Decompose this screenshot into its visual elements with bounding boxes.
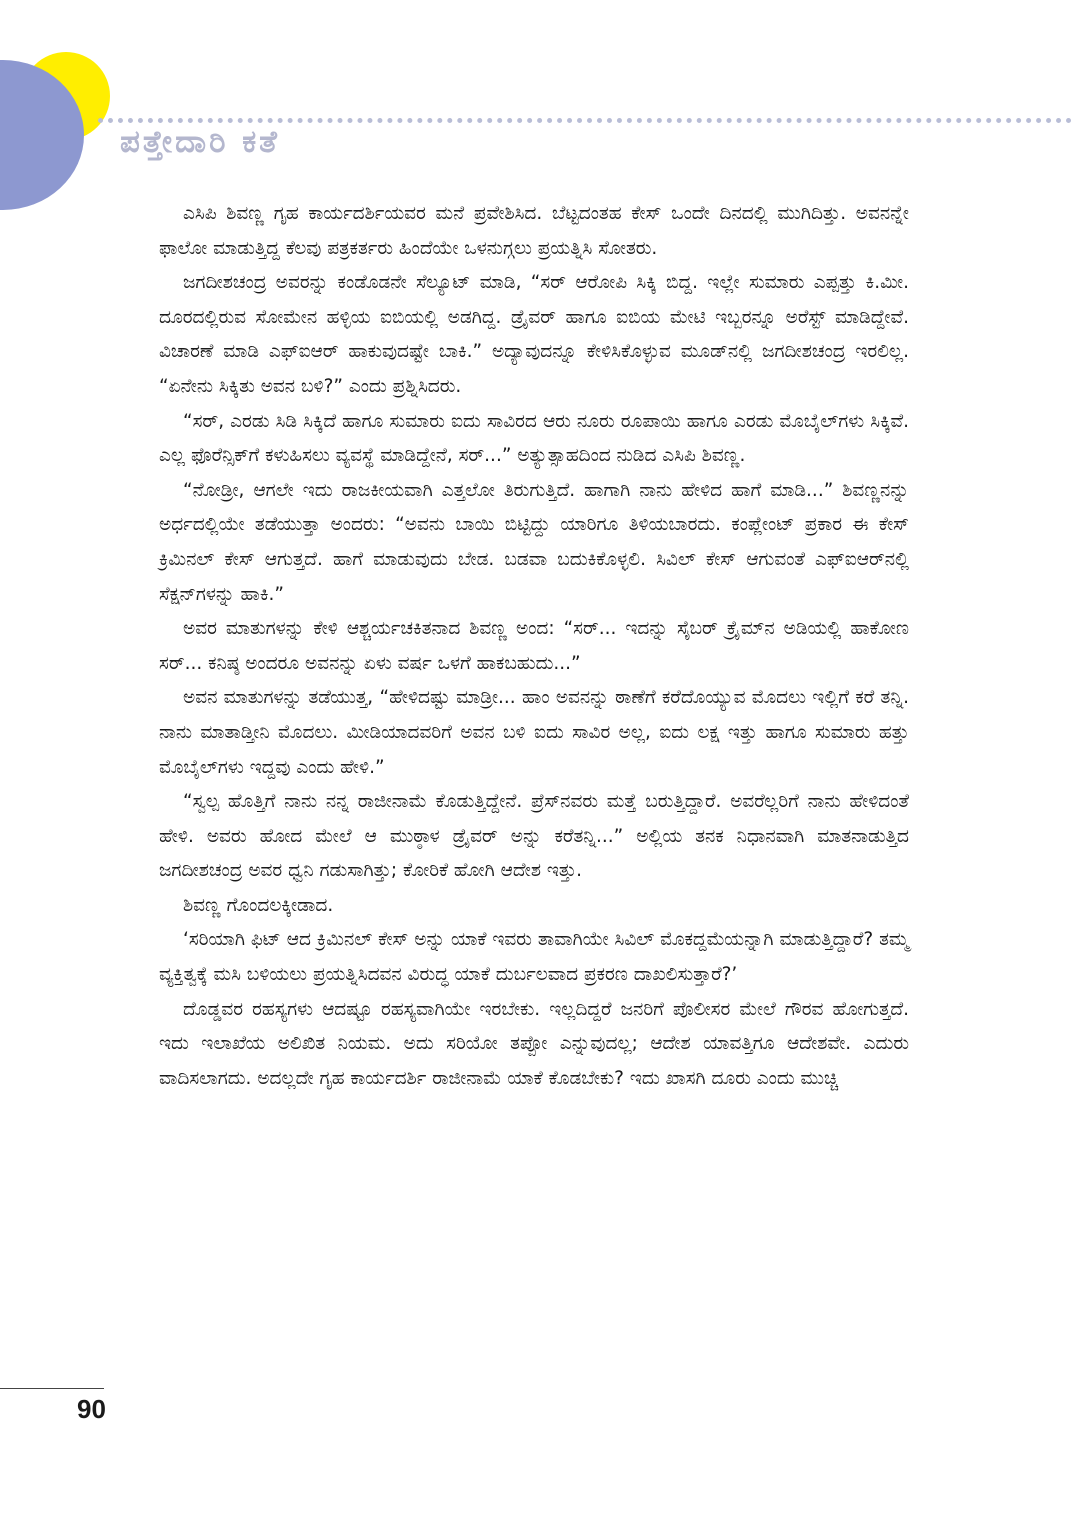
dotted-header-rule (98, 118, 1072, 123)
paragraph: ಎಸಿಪಿ ಶಿವಣ್ಣ ಗೃಹ ಕಾರ್ಯದರ್ಶಿಯವರ ಮನೆ ಪ್ರವೇಶಿಸಿದ. ಬೆಟ್ಟದಂತಹ ಕೇಸ್ ಒಂದೇ ದಿನದಲ್ಲಿ ಮುಗಿದಿತ್ತು. ಅವನನ್ನೇ ಫಾಲೋ ಮಾಡುತ್ತಿದ್ದ ಕೆಲವು ಪತ್ರಕರ್ತರು ಹಿಂದೆಯೇ ಒಳನುಗ್ಗಲು ಪ್ರಯತ್ನಿಸಿ ಸೋತರು. (159, 203, 909, 259)
paragraph: ದೊಡ್ಡವರ ರಹಸ್ಯಗಳು ಆದಷ್ಟೂ ರಹಸ್ಯವಾಗಿಯೇ ಇರಬೇಕು. ಇಲ್ಲದಿದ್ದರೆ ಜನರಿಗೆ ಪೊಲೀಸರ ಮೇಲೆ ಗೌರವ ಹೋಗುತ್ತದೆ. ಇದು ಇಲಾಖೆಯ ಅಲಿಖಿತ ನಿಯಮ. ಅದು ಸರಿಯೋ ತಪ್ಪೋ ಎನ್ನುವುದಲ್ಲ; ಆದೇಶ ಯಾವತ್ತಿಗೂ ಆದೇಶವೇ. ಎದುರು ವಾದಿಸಲಾಗದು. ಅದಲ್ಲದೇ ಗೃಹ ಕಾರ್ಯದರ್ಶಿ ರಾಜೀನಾಮೆ ಯಾಕೆ ಕೊಡಬೇಕು? ಇದು ಖಾಸಗಿ ದೂರು ಎಂದು ಮುಚ್ಚಿ (159, 998, 909, 1089)
paragraph: ಅವರ ಮಾತುಗಳನ್ನು ಕೇಳಿ ಆಶ್ಚರ್ಯಚಕಿತನಾದ ಶಿವಣ್ಣ ಅಂದ: “ಸರ್... ಇದನ್ನು ಸೈಬರ್ ಕ್ರೈಮ್‌ನ ಅಡಿಯಲ್ಲಿ ಹಾಕೋಣ ಸರ್... ಕನಿಷ್ಠ ಅಂದರೂ ಅವನನ್ನು ಏಳು ವರ್ಷ ಒಳಗೆ ಹಾಕಬಹುದು...” (159, 618, 909, 674)
paragraph: ಜಗದೀಶಚಂದ್ರ ಅವರನ್ನು ಕಂಡೊಡನೇ ಸೆಲ್ಯೂಟ್ ಮಾಡಿ, “ಸರ್ ಆರೋಪಿ ಸಿಕ್ಕಿ ಬಿದ್ದ. ಇಲ್ಲೇ ಸುಮಾರು ಎಪ್ಪತ್ತು ಕಿ.ಮೀ. ದೂರದಲ್ಲಿರುವ ಸೋಮೇನ ಹಳ್ಳಿಯ ಐಬಿಯಲ್ಲಿ ಅಡಗಿದ್ದ. ಡ್ರೈವರ್ ಹಾಗೂ ಐಬಿಯ ಮೇಟಿ ಇಬ್ಬರನ್ನೂ ಅರೆಸ್ಟ್ ಮಾಡಿದ್ದೇವೆ. ವಿಚಾರಣೆ ಮಾಡಿ ಎಫ್ಐಆರ್ ಹಾಕುವುದಷ್ಟೇ ಬಾಕಿ.” ಅದ್ಯಾವುದನ್ನೂ ಕೇಳಿಸಿಕೊಳ್ಳುವ ಮೂಡ್‌ನಲ್ಲಿ ಜಗದೀಶಚಂದ್ರ ಇರಲಿಲ್ಲ. “ಏನೇನು ಸಿಕ್ಕಿತು ಅವನ ಬಳಿ?” ಎಂದು ಪ್ರಶ್ನಿಸಿದರು. (159, 272, 909, 397)
paragraph: “ಸರ್, ಎರಡು ಸಿಡಿ ಸಿಕ್ಕಿದೆ ಹಾಗೂ ಸುಮಾರು ಐದು ಸಾವಿರದ ಆರು ನೂರು ರೂಪಾಯಿ ಹಾಗೂ ಎರಡು ಮೊಬೈಲ್‌ಗಳು ಸಿಕ್ಕಿವೆ. ಎಲ್ಲ ಫೊರೆನ್ಸಿಕ್‌ಗೆ ಕಳುಹಿಸಲು ವ್ಯವಸ್ಥೆ ಮಾಡಿದ್ದೇನೆ, ಸರ್...” ಅತ್ಯುತ್ಸಾಹದಿಂದ ನುಡಿದ ಎಸಿಪಿ ಶಿವಣ್ಣ. (159, 410, 909, 467)
paragraph: “ನೋಡ್ರೀ, ಆಗಲೇ ಇದು ರಾಜಕೀಯವಾಗಿ ಎತ್ತಲೋ ತಿರುಗುತ್ತಿದೆ. ಹಾಗಾಗಿ ನಾನು ಹೇಳಿದ ಹಾಗೆ ಮಾಡಿ...” ಶಿವಣ್ಣನನ್ನು ಅರ್ಧದಲ್ಲಿಯೇ ತಡೆಯುತ್ತಾ ಅಂದರು: “ಅವನು ಬಾಯಿ ಬಿಟ್ಟಿದ್ದು ಯಾರಿಗೂ ತಿಳಿಯಬಾರದು. ಕಂಪ್ಲೇಂಟ್ ಪ್ರಕಾರ ಈ ಕೇಸ್ ಕ್ರಿಮಿನಲ್ ಕೇಸ್ ಆಗುತ್ತದೆ. ಹಾಗೆ ಮಾಡುವುದು ಬೇಡ. ಬಡವಾ ಬದುಕಿಕೊಳ್ಳಲಿ. ಸಿವಿಲ್ ಕೇಸ್ ಆಗುವಂತೆ ಎಫ್ಐಆರ್‌ನಲ್ಲಿ ಸೆಕ್ಷನ್‌ಗಳನ್ನು ಹಾಕಿ.” (159, 479, 909, 605)
footer-rule (0, 1388, 104, 1389)
paragraph: “ಸ್ವಲ್ಪ ಹೊತ್ತಿಗೆ ನಾನು ನನ್ನ ರಾಜೀನಾಮೆ ಕೊಡುತ್ತಿದ್ದೇನೆ. ಪ್ರೆಸ್‌ನವರು ಮತ್ತೆ ಬರುತ್ತಿದ್ದಾರೆ. ಅವರೆಲ್ಲರಿಗೆ ನಾನು ಹೇಳಿದಂತೆ ಹೇಳಿ. ಅವರು ಹೋದ ಮೇಲೆ ಆ ಮುಠ್ಠಾಳ ಡ್ರೈವರ್ ಅನ್ನು ಕರೆತನ್ನಿ...” ಅಲ್ಲಿಯ ತನಕ ನಿಧಾನವಾಗಿ ಮಾತನಾಡುತ್ತಿದ ಜಗದೀಶಚಂದ್ರ ಅವರ ಧ್ವನಿ ಗಡುಸಾಗಿತ್ತು; ಕೋರಿಕೆ ಹೋಗಿ ಆದೇಶ ಇತ್ತು. (159, 791, 909, 882)
section-title: ಪತ್ತೇದಾರಿ ಕತೆ (120, 124, 280, 160)
article-body (159, 197, 909, 1096)
page-number: 90 (77, 1394, 106, 1424)
paragraph: ‘ಸರಿಯಾಗಿ ಫಿಟ್ ಆದ ಕ್ರಿಮಿನಲ್ ಕೇಸ್ ಅನ್ನು ಯಾಕೆ ಇವರು ತಾವಾಗಿಯೇ ಸಿವಿಲ್ ಮೊಕದ್ದಮೆಯನ್ನಾಗಿ ಮಾಡುತ್ತಿದ್ದಾರೆ? ತಮ್ಮ ವ್ಯಕ್ತಿತ್ವಕ್ಕೆ ಮಸಿ ಬಳಿಯಲು ಪ್ರಯತ್ನಿಸಿದವನ ವಿರುದ್ಧ ಯಾಕೆ ದುರ್ಬಲವಾದ ಪ್ರಕರಣ ದಾಖಲಿಸುತ್ತಾರೆ?’ (159, 929, 909, 986)
paragraph: ಶಿವಣ್ಣ ಗೊಂದಲಕ್ಕೀಡಾದ. (183, 894, 334, 916)
paragraph: ಅವನ ಮಾತುಗಳನ್ನು ತಡೆಯುತ್ತ, “ಹೇಳಿದಷ್ಟು ಮಾಡ್ರೀ... ಹಾಂ ಅವನನ್ನು ಠಾಣೆಗೆ ಕರೆದೊಯ್ಯುವ ಮೊದಲು ಇಲ್ಲಿಗೆ ಕರೆ ತನ್ನಿ. ನಾನು ಮಾತಾಡ್ತೀನಿ ಮೊದಲು. ಮೀಡಿಯಾದವರಿಗೆ ಅವನ ಬಳಿ ಐದು ಸಾವಿರ ಅಲ್ಲ, ಐದು ಲಕ್ಷ ಇತ್ತು ಹಾಗೂ ಸುಮಾರು ಹತ್ತು ಮೊಬೈಲ್‌ಗಳು ಇದ್ದವು ಎಂದು ಹೇಳಿ.” (159, 687, 909, 778)
